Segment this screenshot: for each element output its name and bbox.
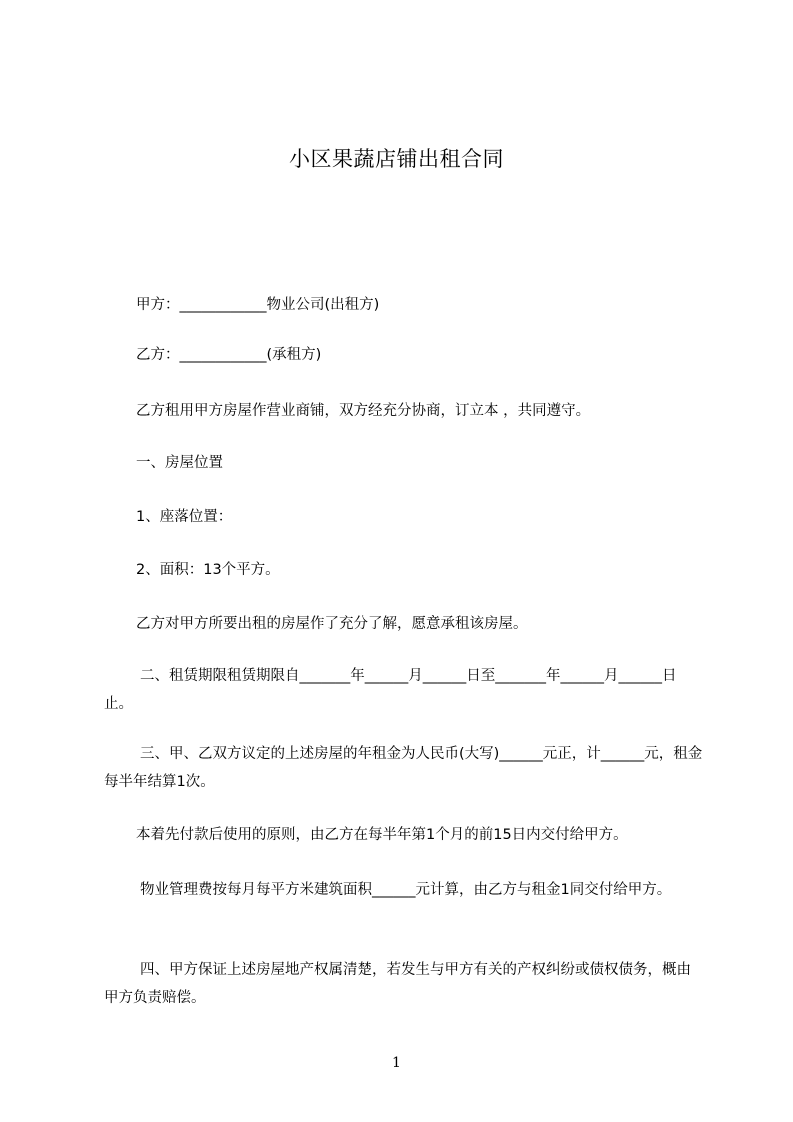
understanding-clause: 乙方对甲方所要出租的房屋作了充分了解，愿意承租该房屋。	[136, 616, 528, 632]
payment-clause: 本着先付款后使用的原则，由乙方在每半年第1个月的前15日内交付给甲方。	[136, 827, 628, 843]
party-b-line: 乙方：____________(承租方)	[136, 347, 322, 363]
section-1-heading: 一、房屋位置	[136, 455, 223, 471]
property-fee-clause: 物业管理费按每月每平方米建筑面积______元计算，由乙方与租金1同交付给甲方。	[140, 882, 672, 898]
intro-paragraph: 乙方租用甲方房屋作营业商铺，双方经充分协商，订立本 ，共同遵守。	[136, 403, 591, 419]
party-a-line: 甲方：____________物业公司(出租方)	[136, 297, 380, 313]
section-3-rent: 三、甲、乙双方议定的上述房屋的年租金为人民币(大写)______元正，计______元，租金每半年结算1次。	[104, 746, 703, 790]
location-clause: 1、座落位置：	[136, 509, 233, 525]
document-title: 小区果蔬店铺出租合同	[289, 147, 504, 171]
section-2-lease-term: 二、租赁期限租赁期限自_______年______月______日至_______年______月______日止。	[104, 668, 677, 712]
area-clause: 2、面积：13个平方。	[136, 562, 280, 578]
section-4-title-guarantee: 四、甲方保证上述房屋地产权属清楚，若发生与甲方有关的产权纠纷或债权债务，概由甲方负责赔偿。	[104, 962, 691, 1006]
page-number: 1	[392, 1055, 401, 1071]
